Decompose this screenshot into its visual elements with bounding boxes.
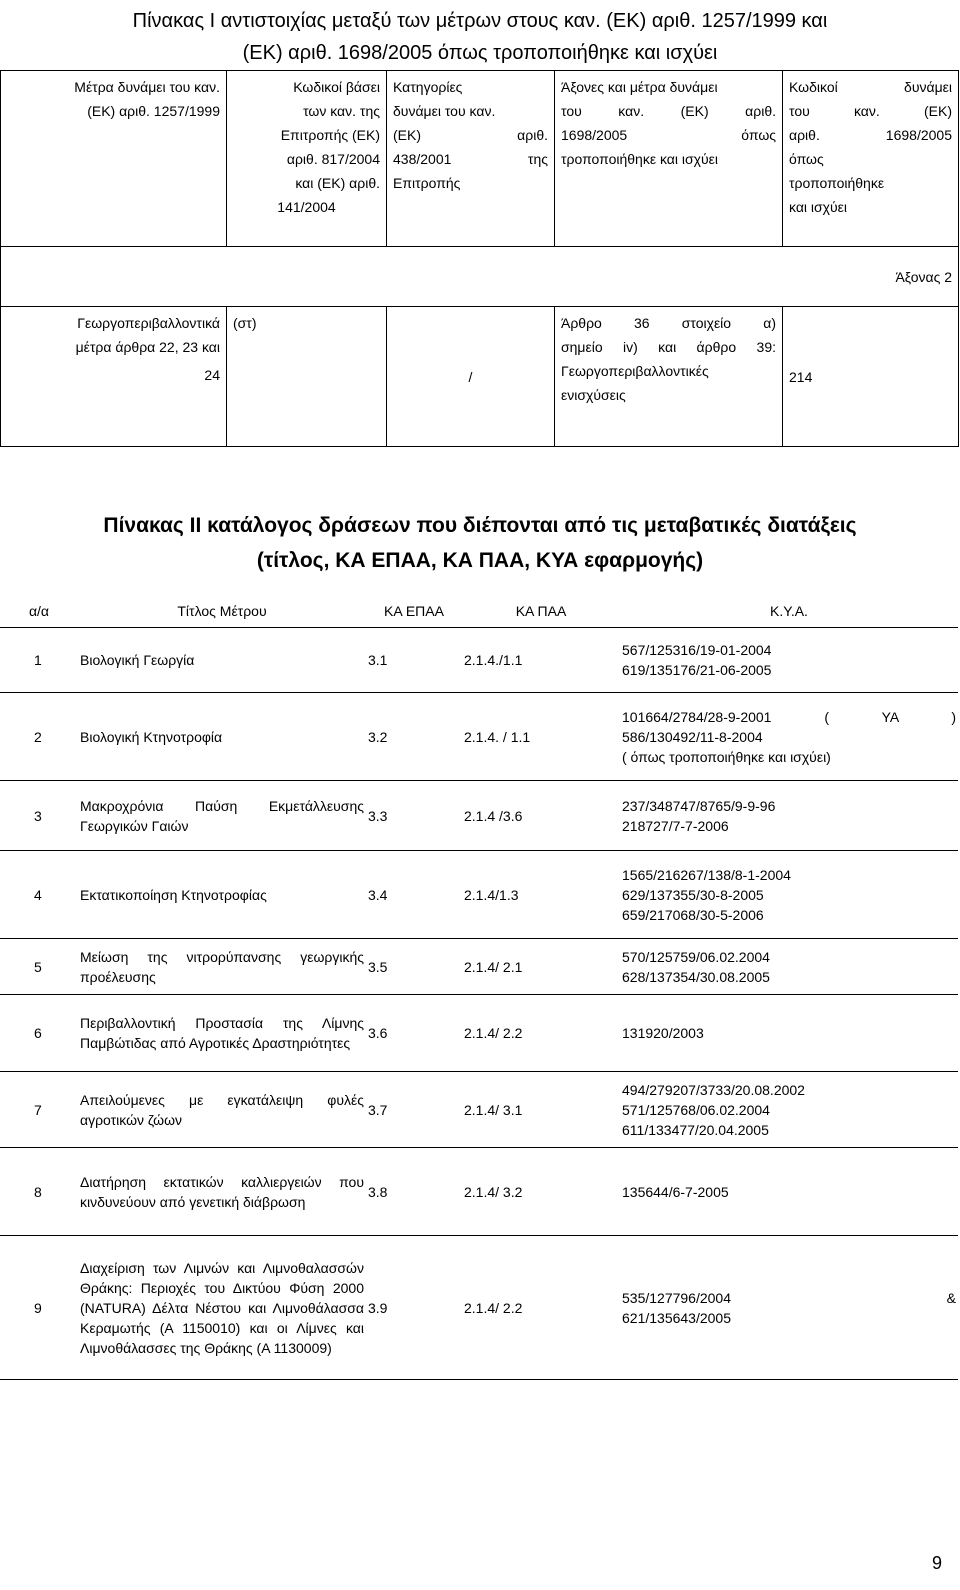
header-axes-1698: Άξονες και μέτρα δυνάμει του καν. (ΕΚ) αριθ. 1698/2005 όπως τροποποιήθηκε και ισχύει xyxy=(555,71,783,247)
ka-paa-code: 2.1.4/ 2.2 xyxy=(462,995,620,1072)
measure-title: Μακροχρόνια Παύση Εκμετάλλευσης Γεωργικών Γαιών xyxy=(78,781,366,851)
kya-references xyxy=(620,1072,958,1148)
axis-label: Άξονας 2 xyxy=(1,247,959,307)
table-row xyxy=(0,851,958,939)
kya-line: 659/217068/30-5-2006 xyxy=(622,906,764,923)
col-header-title: Τίτλος Μέτρου xyxy=(78,595,366,628)
kya-references xyxy=(620,628,958,693)
kya-line: 571/125768/06.02.2004 xyxy=(622,1101,770,1118)
kya-references xyxy=(620,939,958,995)
table-row xyxy=(0,1148,958,1236)
cell-code-st: (στ) xyxy=(227,307,387,447)
measure-title: Απειλούμενες με εγκατάλειψη φυλές αγροτικών ζώων xyxy=(78,1072,366,1148)
page-number: 9 xyxy=(931,1553,942,1573)
transitional-actions-table xyxy=(0,595,958,1380)
kya-line: 611/133477/20.04.2005 xyxy=(622,1121,769,1138)
ka-paa-code: 2.1.4 /3.6 xyxy=(462,781,620,851)
cell-category: / xyxy=(387,307,555,447)
kya-line: 570/125759/06.02.2004 xyxy=(622,948,770,965)
kya-line: 1565/216267/138/8-1-2004 xyxy=(622,866,791,883)
measure-title: Εκτατικοποίηση Κτηνοτροφίας xyxy=(78,851,366,939)
kya-line: 131920/2003 xyxy=(622,1025,704,1041)
table-row xyxy=(0,1236,958,1380)
row-number: 9 xyxy=(0,1236,78,1380)
ka-epaa-code: 3.6 xyxy=(366,995,462,1072)
row-number: 4 xyxy=(0,851,78,939)
row-number: 3 xyxy=(0,781,78,851)
table-row xyxy=(0,781,958,851)
kya-references xyxy=(620,851,958,939)
kya-line: 628/137354/30.08.2005 xyxy=(622,968,770,985)
kya-line: 135644/6-7-2005 xyxy=(622,1183,729,1200)
row-number: 2 xyxy=(0,693,78,781)
table-1-data-row xyxy=(1,307,959,447)
kya-references xyxy=(620,693,958,781)
col-header-ka-paa: ΚΑ ΠΑΑ xyxy=(462,595,620,628)
measure-title: Μείωση της νιτρορύπανσης γεωργικής προέλευσης xyxy=(78,939,366,995)
header-codes-1698: Κωδικοί δυνάμει του καν. (ΕΚ) αριθ. 1698/2005 όπως τροποποιήθηκε και ισχύει xyxy=(783,71,959,247)
ka-epaa-code: 3.9 xyxy=(366,1236,462,1380)
ka-epaa-code: 3.4 xyxy=(366,851,462,939)
ka-epaa-code: 3.8 xyxy=(366,1148,462,1236)
kya-references xyxy=(620,1148,958,1236)
table-2-header-row xyxy=(0,595,958,628)
kya-line: 586/130492/11-8-2004 xyxy=(622,728,763,745)
header-measures-1257: Μέτρα δυνάμει του καν. (ΕΚ) αριθ. 1257/1999 xyxy=(1,71,227,247)
title-line: Πίνακας ΙΙ κατάλογος δράσεων που διέπονται από τις μεταβατικές διατάξεις xyxy=(103,514,857,537)
row-number: 5 xyxy=(0,939,78,995)
ka-paa-code: 2.1.4/1.3 xyxy=(462,851,620,939)
header-categories-438: Κατηγορίες δυνάμει του καν. (ΕΚ) αριθ. 438/2001 της Επιτροπής xyxy=(387,71,555,247)
row-number: 7 xyxy=(0,1072,78,1148)
measure-title: Βιολογική Κτηνοτροφία xyxy=(78,693,366,781)
ka-paa-code: 2.1.4/ 3.2 xyxy=(462,1148,620,1236)
table-row xyxy=(0,1072,958,1148)
row-number: 8 xyxy=(0,1148,78,1236)
ka-epaa-code: 3.3 xyxy=(366,781,462,851)
kya-references xyxy=(620,1236,958,1380)
ka-epaa-code: 3.1 xyxy=(366,628,462,693)
table-1-title xyxy=(10,5,950,69)
table-2-title xyxy=(10,508,950,578)
correspondence-table xyxy=(0,70,959,447)
kya-line: 567/125316/19-01-2004 xyxy=(622,642,772,658)
col-header-aa: α/α xyxy=(0,595,78,628)
kya-line: 101664/2784/28-9-2001 ( ΥΑ ) xyxy=(622,708,956,725)
measure-title: Περιβαλλοντική Προστασία της Λίμνης Παμβώτιδας από Αγροτικές Δραστηριότητες xyxy=(78,995,366,1072)
table-row xyxy=(0,939,958,995)
kya-line: 535/127796/2004 & xyxy=(622,1289,956,1306)
kya-line: 237/348747/8765/9-9-96 xyxy=(622,797,776,814)
title-line: (ΕΚ) αριθ. 1698/2005 όπως τροποποιήθηκε και ισχύει xyxy=(242,42,718,64)
ka-epaa-code: 3.7 xyxy=(366,1072,462,1148)
kya-references xyxy=(620,781,958,851)
table-row xyxy=(0,693,958,781)
title-line: (τίτλος, ΚΑ ΕΠΑΑ, ΚΑ ΠΑΑ, ΚΥΑ εφαρμογής) xyxy=(256,549,704,572)
row-number: 1 xyxy=(0,628,78,693)
axis-row xyxy=(1,247,959,307)
ka-paa-code: 2.1.4./1.1 xyxy=(462,628,620,693)
ka-epaa-code: 3.5 xyxy=(366,939,462,995)
kya-line: 619/135176/21-06-2005 xyxy=(622,662,772,678)
ka-paa-code: 2.1.4. / 1.1 xyxy=(462,693,620,781)
cell-agri-environment: Γεωργοπεριβαλλοντικά μέτρα άρθρα 22, 23 και 24 xyxy=(1,307,227,447)
kya-line: 629/137355/30-8-2005 xyxy=(622,886,764,903)
kya-line: 494/279207/3733/20.08.2002 xyxy=(622,1081,805,1098)
col-header-ka-epaa: ΚΑ ΕΠΑΑ xyxy=(366,595,462,628)
title-line: Πίνακας Ι αντιστοιχίας μεταξύ των μέτρων στους καν. (ΕΚ) αριθ. 1257/1999 και xyxy=(132,10,828,32)
ka-paa-code: 2.1.4/ 2.1 xyxy=(462,939,620,995)
table-row xyxy=(0,995,958,1072)
kya-line: 218727/7-7-2006 xyxy=(622,817,729,834)
kya-references xyxy=(620,995,958,1072)
measure-title: Διαχείριση των Λιμνών και Λιμνοθαλασσών Θράκης: Περιοχές του Δικτύου Φύση 2000 (NATURA) Δέλτα Νέστου και Λιμνοθάλασσα Κεραμωτής (Α 1150010) και οι Λίμνες και Λιμνοθάλασσες της Θράκης (Α 1130009) xyxy=(78,1236,366,1380)
ka-paa-code: 2.1.4/ 3.1 xyxy=(462,1072,620,1148)
col-header-kya: Κ.Υ.Α. xyxy=(620,595,958,628)
cell-article-36: Άρθρο 36 στοιχείο α) σημείο iv) και άρθρο 39: Γεωργοπεριβαλλοντικές ενισχύσεις xyxy=(555,307,783,447)
table-row xyxy=(0,628,958,693)
row-number: 6 xyxy=(0,995,78,1072)
ka-epaa-code: 3.2 xyxy=(366,693,462,781)
kya-line: ( όπως τροποποιήθηκε και ισχύει) xyxy=(622,748,831,765)
table-1-header-row xyxy=(1,71,959,247)
header-codes-817-141: Κωδικοί βάσει των καν. της Επιτροπής (ΕΚ) αριθ. 817/2004 και (ΕΚ) αριθ. 141/2004 xyxy=(227,71,387,247)
ka-paa-code: 2.1.4/ 2.2 xyxy=(462,1236,620,1380)
measure-title: Διατήρηση εκτατικών καλλιεργειών που κινδυνεύουν από γενετική διάβρωση xyxy=(78,1148,366,1236)
cell-code-214: 214 xyxy=(783,307,959,447)
measure-title: Βιολογική Γεωργία xyxy=(78,628,366,693)
kya-line: 621/135643/2005 xyxy=(622,1309,731,1326)
